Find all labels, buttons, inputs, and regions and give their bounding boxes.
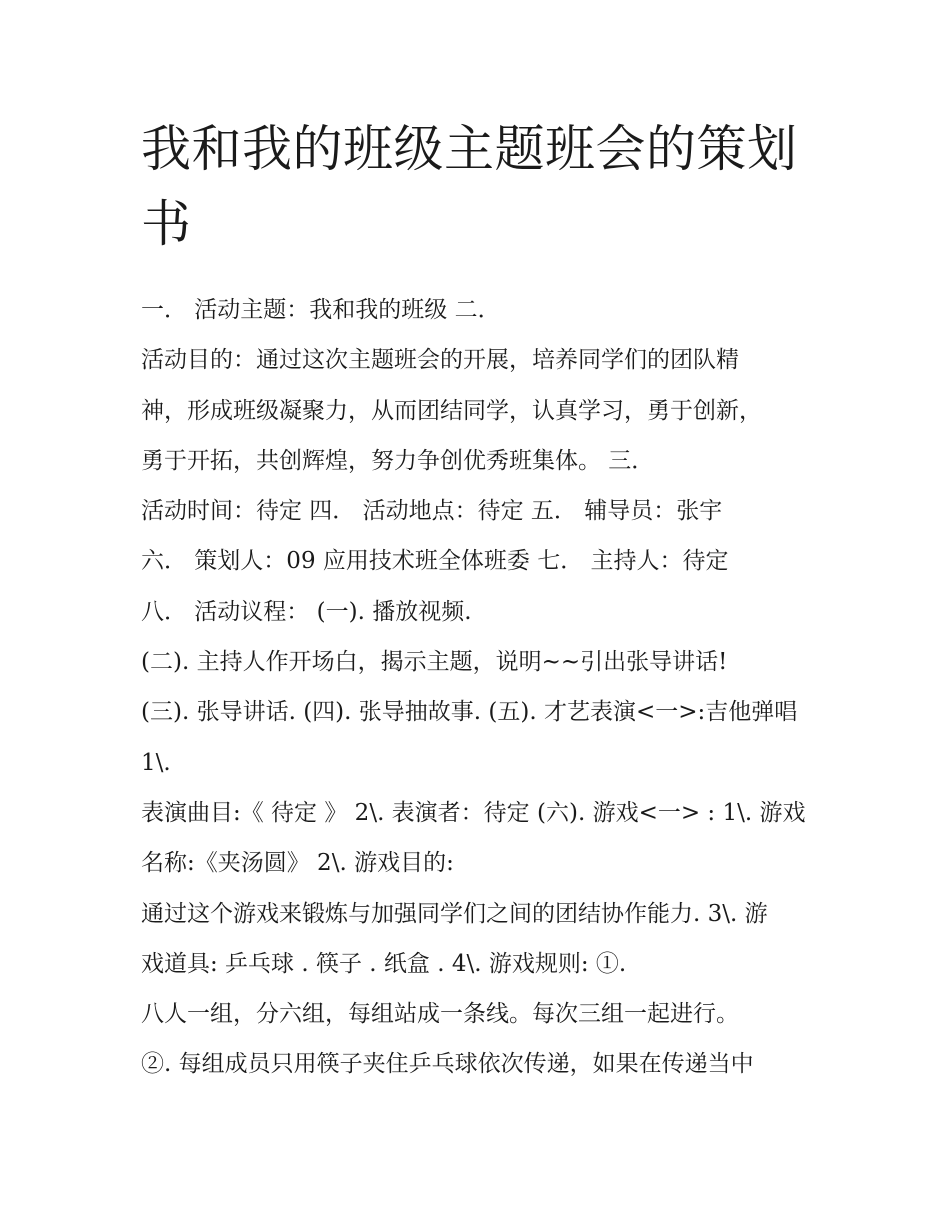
- text-line: 神，形成班级凝聚力，从而团结同学，认真学习，勇于创新，: [141, 397, 762, 424]
- document-title: [141, 112, 821, 262]
- text-line: 八人一组，分六组，每组站成一条线。每次三组一起进行。: [141, 1001, 739, 1028]
- text-line: 活动时间：待定 四． 活动地点：待定 五． 辅导员：张宇: [141, 498, 723, 525]
- title-line: 书: [141, 195, 192, 253]
- text-line: 八． 活动议程： (一). 播放视频.: [141, 598, 472, 625]
- text-line: 一． 活动主题：我和我的班级 二．: [141, 297, 501, 323]
- text-line: 表演曲目:《 待定 》 2\. 表演者：待定 (六). 游戏<一> : 1\. 游戏: [141, 799, 806, 826]
- text-line: 1\.: [141, 749, 171, 776]
- text-line: (三). 张导讲话. (四). 张导抽故事. (五). 才艺表演<一>:吉他弹唱: [141, 699, 798, 726]
- text-line: ②. 每组成员只用筷子夹住乒乓球依次传递，如果在传递当中: [141, 1051, 754, 1078]
- text-line: 名称:《夹汤圆》 2\. 游戏目的:: [141, 850, 454, 877]
- text-line: 勇于开拓，共创辉煌，努力争创优秀班集体。 三．: [141, 447, 655, 474]
- text-line: 戏道具: 乒乓球 . 筷子 . 纸盒 . 4\. 游戏规则: ①.: [141, 950, 627, 977]
- text-line: 通过这个游戏来锻炼与加强同学们之间的团结协作能力. 3\. 游: [141, 900, 768, 927]
- document-body: [141, 285, 821, 1090]
- text-line: (二). 主持人作开场白，揭示主题，说明~~引出张导讲话!: [141, 649, 728, 676]
- text-line: 六． 策划人：09 应用技术班全体班委 七． 主持人：待定: [141, 548, 729, 575]
- text-line: 活动目的：通过这次主题班会的开展，培养同学们的团队精: [141, 347, 739, 374]
- title-line: 我和我的班级主题班会的策划: [141, 120, 798, 178]
